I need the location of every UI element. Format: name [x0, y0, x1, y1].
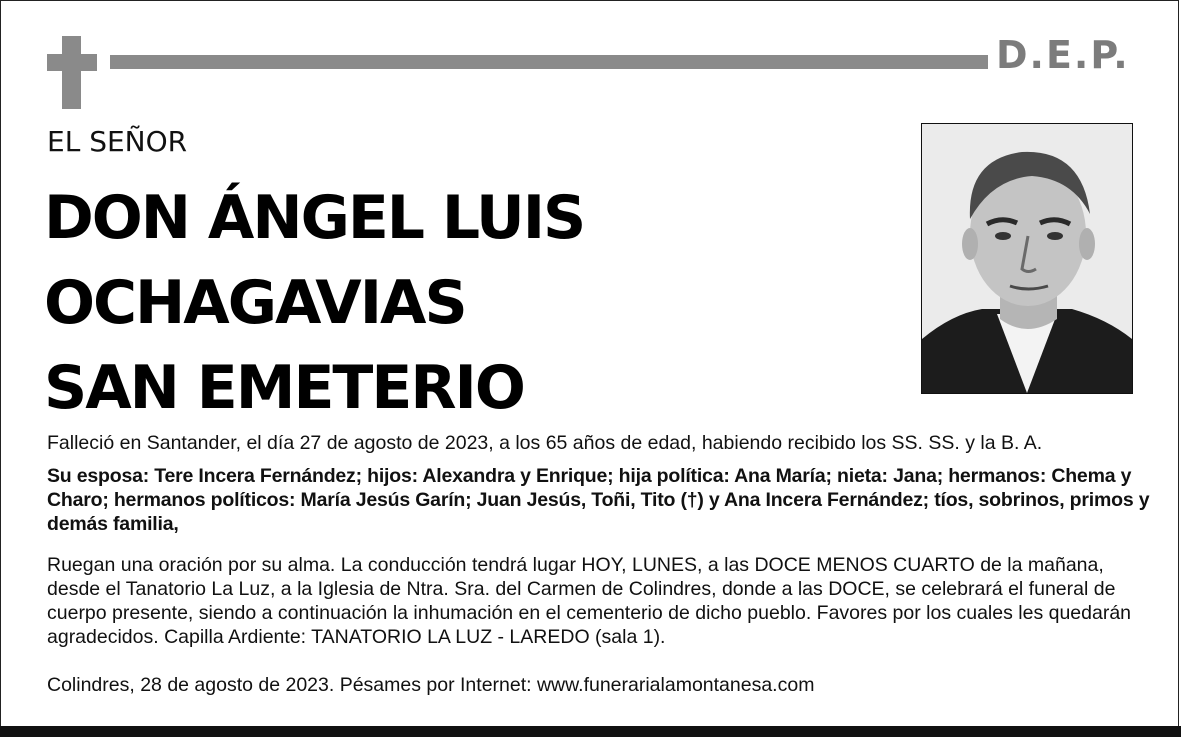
portrait-photo: [921, 123, 1133, 394]
footer-note: Colindres, 28 de agosto de 2023. Pésames por Internet: www.funerarialamontanesa.com: [47, 674, 815, 696]
deceased-name: [44, 176, 804, 431]
service-details: Ruegan una oración por su alma. La conducción tendrá lugar HOY, LUNES, a las DOCE MENOS CUARTO de la mañana, desde el Tanatorio La Luz, a la Iglesia de Ntra. Sra. del Carmen de Colindres, donde a las DOCE, se celebrará el funeral de cuerpo presente, siendo a continuación la inhumación en el cementerio de dicho pueblo. Favores por los cuales les quedarán agradecidos. Capilla Ardiente: TANATORIO LA LUZ - LAREDO (sala 1).: [47, 554, 1132, 648]
portrait-icon: [922, 124, 1132, 393]
death-notice: Falleció en Santander, el día 27 de agosto de 2023, a los 65 años de edad, habiendo recibido los SS. SS. y la B. A.: [47, 432, 1043, 454]
cross-icon: [62, 36, 81, 109]
honorific: EL SEÑOR: [47, 125, 188, 158]
bottom-bar: [0, 726, 1181, 737]
dep-label: D.E.P.: [996, 33, 1130, 77]
family-list: Su esposa: Tere Incera Fernández; hijos: Alexandra y Enrique; hija política: Ana María; nieta: Jana; hermanos: Chema y Charo; hermanos políticos: María Jesús Garín; Juan Jesús, Toñi, Tito (†) y Ana Incera Fernández; tíos, sobrinos, primos y demás familia,: [47, 465, 1150, 535]
header-rule: [110, 55, 988, 69]
name-line-2: OCHAGAVIAS: [44, 268, 466, 338]
cross-icon-arm: [47, 54, 97, 71]
name-line-3: SAN EMETERIO: [44, 353, 524, 423]
name-line-1: DON ÁNGEL LUIS: [44, 183, 585, 253]
